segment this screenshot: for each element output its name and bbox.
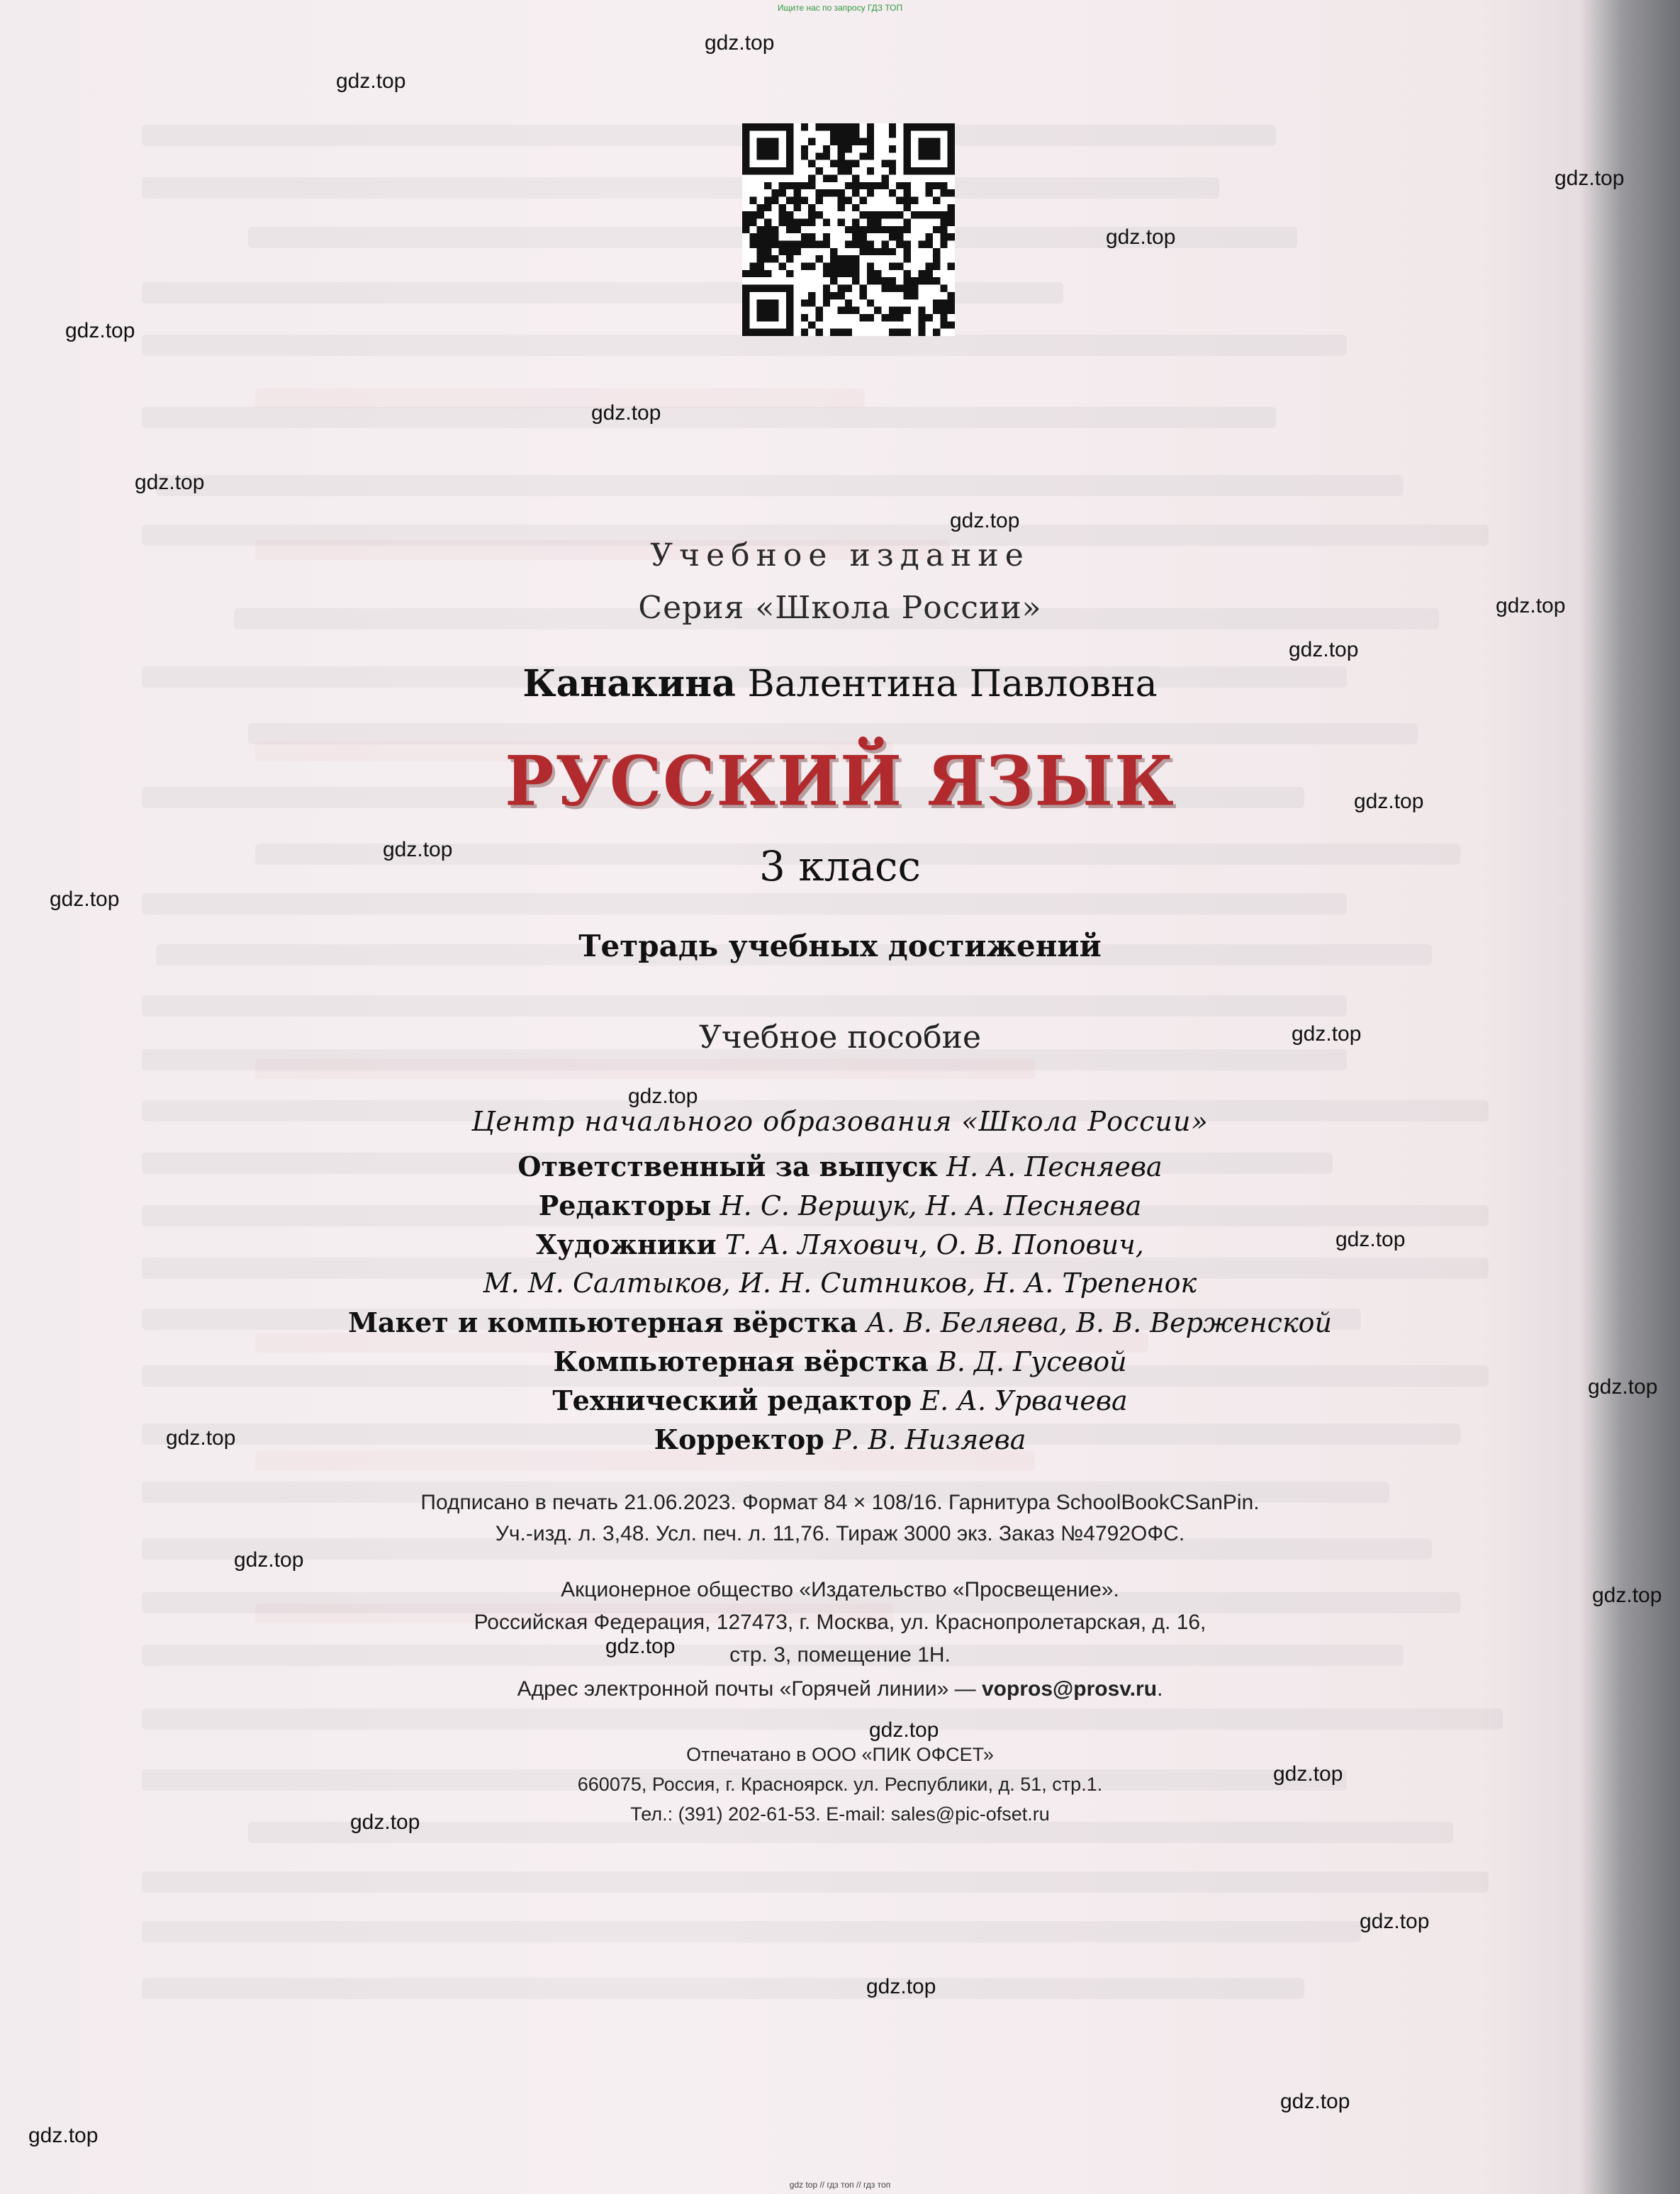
- credit-row: [0, 1186, 1680, 1225]
- watermark: gdz.top: [605, 1635, 676, 1658]
- author-first-name: Валентина Павловна: [747, 663, 1158, 705]
- imprint-line: Подписано в печать 21.06.2023. Формат 84 × 108/16. Гарнитура SchoolBookCSanPin.: [420, 1491, 1260, 1514]
- credit-role: Макет и компьютерная вёрстка: [347, 1306, 858, 1338]
- author-last-name: Канакина: [522, 662, 736, 705]
- book-title: РУССКИЙ ЯЗЫК: [505, 741, 1175, 822]
- watermark: gdz.top: [1280, 2090, 1350, 2113]
- series-label: Серия «Школа России»: [638, 590, 1042, 626]
- credits-list: [0, 1147, 1680, 1459]
- credit-row: [0, 1381, 1680, 1420]
- watermark: gdz.top: [50, 888, 120, 911]
- credit-names: Т. А. Ляхович, О. В. Попович,: [724, 1229, 1144, 1260]
- watermark: gdz.top: [383, 838, 453, 861]
- author-name: [0, 662, 1680, 705]
- credit-role: Компьютерная вёрстка: [553, 1345, 929, 1377]
- watermark: gdz.top: [628, 1085, 698, 1108]
- credit-role: Художники: [536, 1228, 717, 1260]
- credit-role: Ответственный за выпуск: [517, 1151, 938, 1182]
- print-imprint: [0, 1487, 1680, 1550]
- watermark: gdz.top: [135, 471, 205, 494]
- education-center: Центр начального образования «Школа России»: [471, 1106, 1209, 1137]
- watermark: gdz.top: [1592, 1584, 1662, 1607]
- watermark: gdz.top: [950, 509, 1020, 532]
- watermark: gdz.top: [1335, 1228, 1406, 1251]
- credit-role: Редакторы: [538, 1190, 712, 1221]
- printer-line: Отпечатано в ООО «ПИК ОФСЕТ»: [686, 1744, 994, 1765]
- publisher-line: Российская Федерация, 127473, г. Москва, ул. Краснопролетарская, д. 16,: [474, 1611, 1206, 1634]
- watermark: gdz.top: [1106, 225, 1176, 249]
- grade-label: 3 класс: [759, 842, 921, 890]
- imprint-line: Уч.-изд. л. 3,48. Усл. печ. л. 11,76. Тираж 3000 экз. Заказ №4792ОФС.: [495, 1522, 1185, 1545]
- credit-names: Н. С. Вершук, Н. А. Песняева: [719, 1190, 1142, 1221]
- credit-row: [0, 1303, 1680, 1342]
- printer-line: Тел.: (391) 202-61-53. E-mail: sales@pic-ofset.ru: [630, 1803, 1050, 1825]
- watermark: gdz.top: [1354, 790, 1424, 813]
- watermark: gdz.top: [1588, 1375, 1658, 1399]
- credit-names: Е. А. Урвачева: [920, 1385, 1128, 1416]
- watermark: gdz.top: [705, 31, 775, 55]
- watermark: gdz.top: [1360, 1910, 1430, 1933]
- credit-role: Корректор: [654, 1423, 824, 1455]
- publisher-line: стр. 3, помещение 1Н.: [729, 1643, 951, 1667]
- watermark: gdz.top: [65, 319, 135, 342]
- qr-code[interactable]: [742, 123, 955, 336]
- watermark: gdz.top: [1292, 1022, 1362, 1046]
- credit-row: [0, 1420, 1680, 1459]
- credit-role: Технический редактор: [552, 1384, 912, 1416]
- watermark: gdz.top: [1555, 167, 1625, 190]
- printer-line: 660075, Россия, г. Красноярск. ул. Республики, д. 51, стр.1.: [577, 1774, 1103, 1795]
- credit-names: В. Д. Гусевой: [936, 1346, 1127, 1377]
- credit-row: [0, 1342, 1680, 1381]
- watermark: gdz.top: [350, 1810, 420, 1834]
- bottom-banner[interactable]: gdz top // гдз топ // гдз топ: [789, 2180, 891, 2190]
- watermark: gdz.top: [166, 1426, 236, 1450]
- watermark: gdz.top: [1496, 594, 1566, 617]
- credit-row: [0, 1264, 1680, 1303]
- credit-row: [0, 1225, 1680, 1264]
- credit-names: А. В. Беляева, В. В. Верженской: [866, 1307, 1333, 1338]
- edition-label: Учебное издание: [650, 537, 1030, 573]
- watermark: gdz.top: [869, 1718, 939, 1742]
- publisher-info: [0, 1574, 1680, 1672]
- manual-label: Учебное пособие: [698, 1019, 982, 1056]
- hotline-end: .: [1157, 1677, 1163, 1701]
- hotline-email[interactable]: vopros@prosv.ru: [981, 1677, 1158, 1701]
- hotline-email-line: [0, 1677, 1680, 1701]
- watermark: gdz.top: [1289, 638, 1359, 661]
- notebook-subtitle: Тетрадь учебных достижений: [578, 929, 1102, 963]
- hotline-label: Адрес электронной почты «Горячей линии» —: [517, 1677, 976, 1701]
- credit-names: Н. А. Песняева: [946, 1151, 1163, 1182]
- watermark: gdz.top: [866, 1975, 936, 1998]
- credit-names: Р. В. Низяева: [832, 1424, 1026, 1455]
- watermark: gdz.top: [234, 1548, 304, 1572]
- watermark: gdz.top: [28, 2124, 99, 2147]
- watermark: gdz.top: [1273, 1762, 1343, 1786]
- watermark: gdz.top: [336, 69, 406, 93]
- credit-names: М. М. Салтыков, И. Н. Ситников, Н. А. Трепенок: [483, 1267, 1197, 1299]
- printer-info: [0, 1740, 1680, 1829]
- publisher-line: Акционерное общество «Издательство «Просвещение».: [561, 1578, 1119, 1601]
- credit-row: [0, 1147, 1680, 1186]
- watermark: gdz.top: [591, 401, 661, 425]
- top-banner[interactable]: Ищите нас по запросу ГДЗ ТОП: [777, 3, 903, 13]
